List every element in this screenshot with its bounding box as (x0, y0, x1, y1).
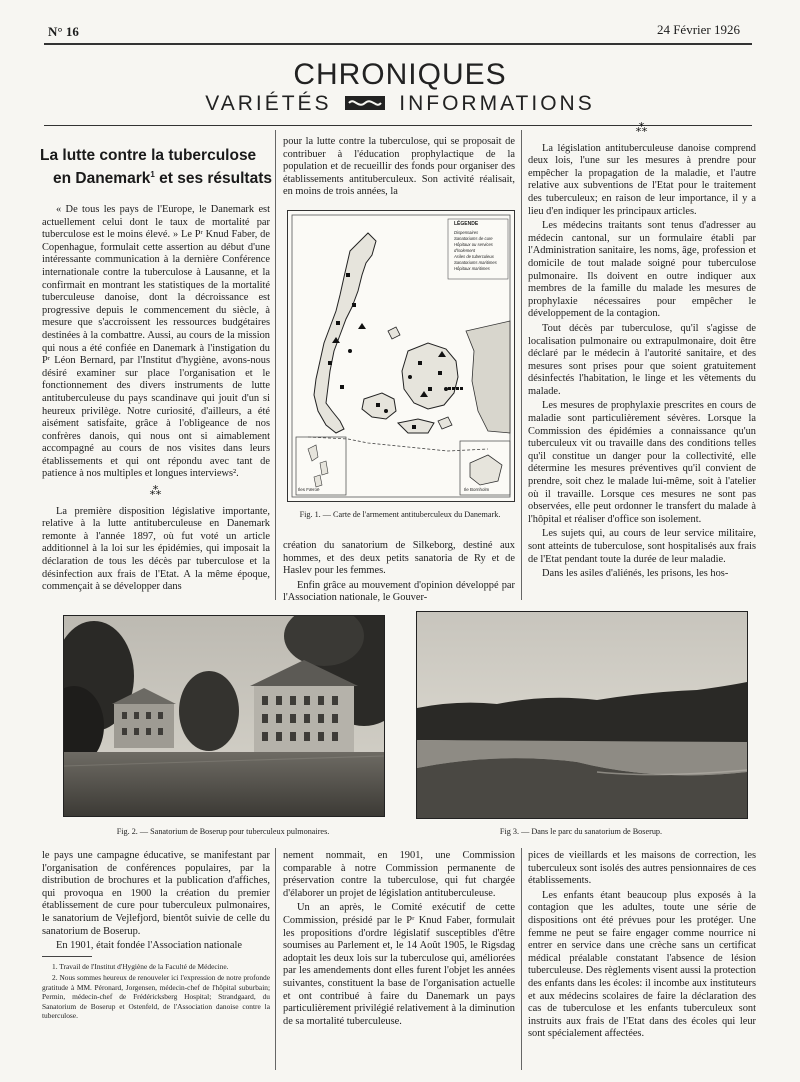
issue-date: 24 Février 1926 (656, 22, 740, 37)
park-photo-image (417, 612, 747, 818)
legend-item: Hôpitaux maritimes (454, 266, 490, 271)
paragraph: nement nommait, en 1901, une Commission comparable à notre Commission permanente de préservation contre la tuberculose, qui fut chargée d'élaborer un projet de législation antituberculeuse. (283, 850, 515, 899)
legend-item: Hôpitaux ou services d'isolement (454, 242, 493, 253)
article-title (40, 146, 272, 188)
paragraph: Les sujets qui, au cours de leur service militaire, sont atteints de tuberculose, sont hospitalisés aux frais de l'Etat pendant toute la durée de leur maladie. (528, 528, 756, 565)
paragraph: Les mesures de prophylaxie prescrites en cours de maladie sont particulièrement sévères. Lorsque la Commission des épidémies a connaissance qu'un tuberculeux vit ou travaille dans des conditions telles qu'il constitue un danger pour la collectivité, elle détermine les mesures préventives qu'il convient de prendre, soit chez le malade lui-même, soit à l'atelier où il travaille. Lorsque ces mesures ne sont pas observées, elle peut ordonner le transfert du malade à l'hôpital et réaliser d'office son isolement. (528, 400, 756, 525)
footnote: 1. Travail de l'Institut d'Hygiène de la Faculté de Médecine. (52, 962, 229, 971)
map-faroe-label: Iles Færoë (298, 487, 320, 492)
paragraph: le pays une campagne éducative, se manifestant par l'organisation de conférences populaires, par la distribution de brochures et la publication d'affiches, qui provoqua en 1900 la création du premier établissement de cure pour tuberculeux pulmonaires, le sanatorium de Vejlefjord, bientôt suivie de celle du sanatorium de Boserup. (42, 850, 270, 937)
header-rule (44, 43, 752, 45)
paragraph: pour la lutte contre la tuberculose, qui se proposait de contribuer à l'éducation prophylactique de la population et de recueillir des fonds pour organiser des établissements antituberculeux. Son activité réalisait, en moins de trois années, la (283, 136, 515, 198)
paragraph: pices de vieillards et les maisons de correction, les tuberculeux sont isolés des autres pensionnaires de ces établissements. (528, 850, 756, 887)
paragraph: Dans les asiles d'aliénés, les prisons, les hos- (542, 568, 729, 580)
stars-separator: ⁂ (149, 484, 163, 499)
footnote: 2. Nous sommes heureux de renouveler ici l'expression de notre profonde gratitude à MM. Péronard, Jorgensen, médecin-chef de l'hôpital suburbain; Permin, médecin-chef de Frédéricksberg Hospital; Strandgaard, du Sanatorium de Boserup et Ostenfeld, de l'Association danoise contre la tuberculose. (42, 973, 270, 1021)
fig2-caption: Fig. 2. — Sanatorium de Boserup pour tuberculeux pulmonaires. (116, 827, 330, 836)
map-legend-title: LÉGENDE (454, 221, 479, 227)
section-subtitle (0, 92, 800, 116)
column-1 (42, 204, 270, 596)
paragraph: En 1901, était fondée l'Association nationale (56, 940, 242, 952)
map-bornholm-label: Ile Bornholm (464, 487, 490, 492)
photo-sanatorium (63, 615, 385, 817)
sanatorium-photo-image (64, 616, 384, 816)
paragraph: Enfin grâce au mouvement d'opinion développé par l'Association nationale, le Gouver- (283, 579, 515, 604)
section-left: VARIÉTÉS (205, 92, 332, 115)
column-divider-4 (521, 848, 522, 1070)
section-title: CHRONIQUES (293, 58, 507, 91)
map-figure (287, 210, 515, 502)
paragraph: La législation antituberculeuse danoise comprend deux lois, l'une sur les mesures à prendre pour empêcher la propagation de la maladie, et l'autre relative aux subventions de l'Etat pour le traitement des tuberculeux; en raison de leur importance, il y a lieu d'en indiquer les principaux articles. (528, 142, 756, 217)
legend-item: Dispensaires (454, 230, 479, 235)
column-divider-2 (521, 130, 522, 600)
paragraph: création du sanatorium de Silkeborg, destiné aux hommes, et des deux petits sanatoria de Ry et de Haslev pour les femmes. (283, 540, 515, 577)
stars-separator: ⁂ (635, 121, 649, 135)
article-title-line1: La lutte contre la tuberculose (40, 147, 257, 164)
paragraph: « De tous les pays de l'Europe, le Danemark est actuellement celui dont le taux de mortalité par tuberculose est le moins élevé. » Le Pʳ Knud Faber, de Copenhague, formulait cette assertion au début d'une intéressante communication à la dernière Conférence internationale contre la tuberculose à Lausanne, et la confirmait en montrant les statistiques de la mortalité tuberculeuse danoise, dont la décroissance est progressive depuis le commencement du siècle, à mesure que s'accroissent les ressources budgétaires destinées à la combattre. Aussi, au cours de la mission qui nous a été confiée en Danemark à l'instigation du Pʳ Léon Bernard, par l'Institut d'hygiène, avons-nous désiré examiner sur place l'organisation et le fonctionnement des divers instruments de lutte antituberculeuse du pays scandinave qui jouit d'un si heureux privilège. Notre curiosité, d'ailleurs, a été aisément satisfaite, grâce à l'obligeance de nos confrères danois, qui nous ont si aimablement accompagné au cours de nos visites dans leurs établissements et qui ont répondu avec tant de patience à nos multiples et longues interviews². (42, 204, 270, 480)
article-title-line2: en Danemark$^1$ et ses résultats (53, 170, 272, 188)
paragraph: La première disposition législative importante, relative à la lutte antituberculeuse en Danemark remonte à l'année 1897, où fut voté un article additionnel à la loi sur les épidémies, qui imposait la déclaration de tous les décès par tuberculose et la désinfection aux frais de l'Etat. A la même époque, commençait à se développer dans (42, 505, 270, 593)
paragraph: Un an après, le Comité exécutif de cette Commission, présidé par le Pʳ Knud Faber, formulait les propositions d'ordre législatif susceptibles d'être soumises au Parlement et, le 14 Août 1905, le Rigsdag adoptait les deux lois sur la tuberculose qui, améliorées par les amendements dont elles furent l'objet les années suivantes, constituent la base de l'organisation actuelle et ont contribué à faire du Danemark un pays particulièrement privilégié relativement à la diminution de sa mortalité tuberculeuse. (283, 902, 515, 1027)
column-divider-3 (275, 848, 276, 1070)
legend-item: Sanatoriums de cure (454, 236, 493, 241)
paragraph: Tout décès par tuberculose, qu'il s'agisse de localisation pulmonaire ou extrapulmonaire, doit être déclaré par le médecin à l'autorité sanitaire, et des mesures sont prises pour que soient gratuitement désinfectés l'habitation, le linge et les vêtements du malade. (528, 322, 756, 397)
column-3 (528, 122, 756, 583)
map-legend (454, 230, 506, 272)
legend-item: Sanatoriums maritimes (454, 260, 497, 265)
ornament-icon (344, 94, 386, 112)
column-2-bottom (283, 540, 515, 607)
column-2-top (283, 136, 515, 201)
bottom-column-3 (528, 850, 756, 1043)
photo-park (416, 611, 748, 819)
fig3-caption: Fig 3. — Dans le parc du sanatorium de Boserup. (499, 827, 663, 836)
issue-number: N° 16 (48, 24, 79, 39)
column-divider-1 (275, 130, 276, 600)
section-right: INFORMATIONS (399, 92, 595, 115)
bottom-column-2 (283, 850, 515, 1030)
footnotes (42, 962, 270, 1022)
fig1-caption: Fig. 1. — Carte de l'armement antituberculeux du Danemark. (299, 510, 501, 519)
paragraph: Les enfants étant beaucoup plus exposés à la contagion que les adultes, toute une série de dispositions ont été prévues pour les protéger. Une femme ne peut se faire engager comme nourrice ni entrer en service dans une crèche sans un certificat médical préalable constatant l'absence de lésion tuberculeuse. Des règlements visent aussi la protection des enfants dans les écoles: il incombe aux instituteurs et aux médecins scolaires de faire la déclaration des cas de tuberculose et les enfants tuberculeux sont instruits aux frais de l'Etat dans des écoles qui leur sont spécialement affectées. (528, 889, 756, 1040)
footnote-rule (42, 956, 92, 957)
paragraph: Les médecins traitants sont tenus d'adresser au médecin cantonal, sur un formulaire établi par l'Administration sanitaire, les noms, âge, profession et domicile de tout malade soigné pour tuberculose pulmonaire. Ils doivent en outre indiquer aux membres de la famille du malade les mesures de prophylaxie nécessaires pour empêcher le développement de la contagion. (528, 220, 756, 320)
legend-item: Asiles de tuberculeux (454, 254, 494, 259)
bottom-column-1 (42, 850, 270, 955)
